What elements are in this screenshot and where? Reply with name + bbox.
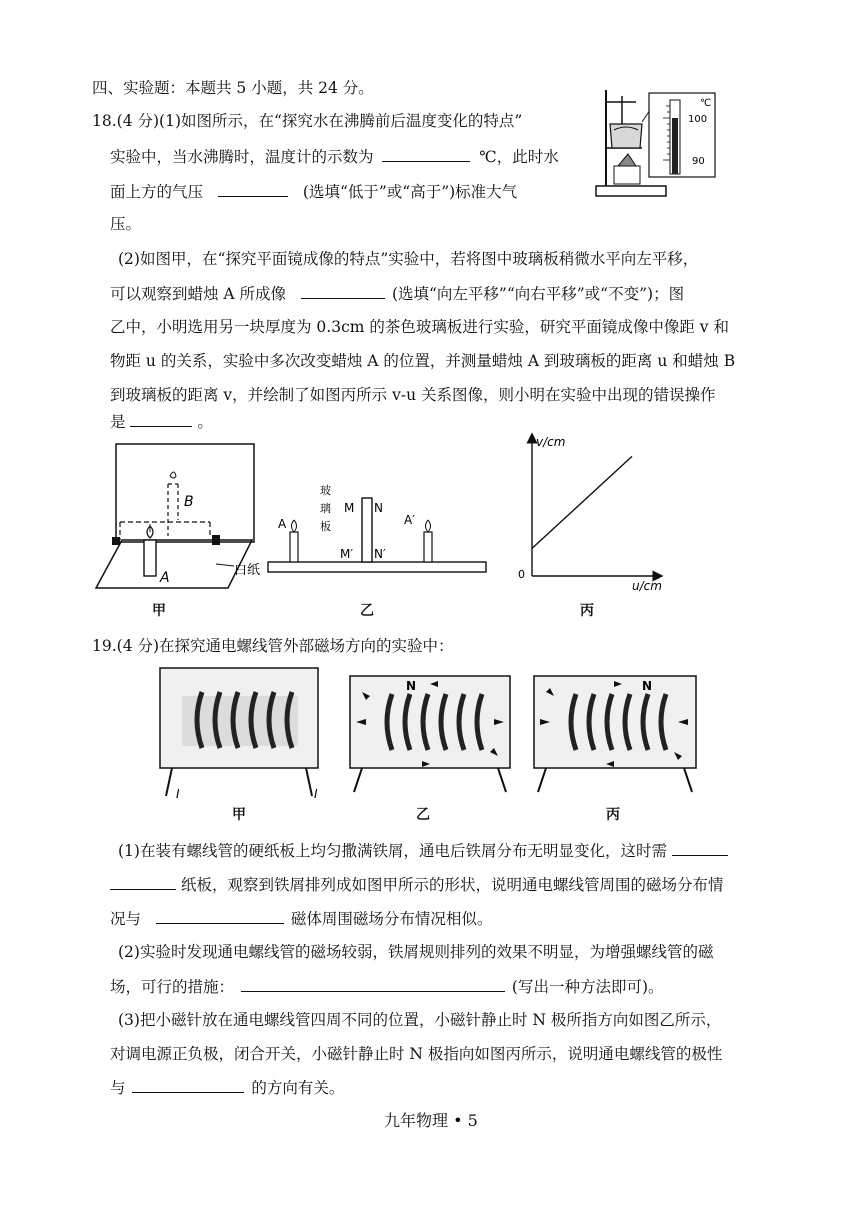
answer-blank-error-operation[interactable]	[130, 411, 192, 427]
glass-char-3: 板	[320, 520, 331, 533]
q19-p1-line-3	[110, 908, 492, 929]
thermometer-tick-90: 90	[692, 156, 705, 167]
q18-p2-line-5: 到玻璃板的距离 v，并绘制了如图丙所示 v-u 关系图像，则小明在实验中出现的错误操作	[110, 386, 716, 404]
q19-p2-line-2	[110, 976, 664, 997]
solenoid-figure-yi	[346, 664, 516, 804]
q18-p2-line-6	[110, 411, 213, 432]
caption-coil-yi: 乙	[416, 807, 430, 823]
section-header: 四、实验题：本题共 5 小题，共 24 分。	[92, 79, 374, 97]
answer-blank-magnet-type[interactable]	[156, 908, 284, 924]
q18-p2-line-6b: 。	[197, 413, 213, 431]
current-label-left: I	[176, 787, 180, 801]
q18-line-2b: ℃，此时水	[479, 148, 559, 166]
q18-line-3b: (选填“低于”或“高于”)标准大气	[302, 183, 518, 201]
q19-p2-line-2b: (写出一种方法即可)。	[511, 978, 664, 996]
north-label-yi: N	[406, 679, 417, 693]
north-label-bing: N	[642, 679, 653, 693]
thermometer-zoom	[648, 92, 716, 178]
figure-yi-side-view	[264, 470, 490, 580]
answer-blank-polarity[interactable]	[132, 1077, 244, 1093]
caption-coil-bing: 丙	[606, 807, 620, 823]
solenoid-figure-jia	[156, 664, 326, 804]
caption-coil-jia: 甲	[232, 807, 246, 823]
q19-p1-line-1-text: (1)在装有螺线管的硬纸板上均匀撒满铁屑，通电后铁屑分布无明显变化，这时需	[118, 842, 667, 860]
q19-p3-line-1: (3)把小磁针放在通电螺线管四周不同的位置，小磁针静止时 N 极所指方向如图乙所示，	[118, 1011, 722, 1029]
caption-bing: 丙	[580, 603, 594, 619]
glass-char-2: 璃	[320, 502, 331, 515]
figure-bing-vu-graph	[508, 432, 678, 592]
label-a-candle: A	[278, 517, 287, 531]
q19-p1-line-1	[118, 840, 728, 861]
q19-p1-line-2	[110, 874, 723, 895]
q18-line-4: 压。	[110, 215, 142, 233]
q19-p1-line-3a: 况与	[110, 910, 142, 928]
page-footer: 九年物理 • 5	[384, 1111, 478, 1130]
current-label-right: I	[314, 787, 318, 801]
q18-p2-line-1: (2)如图甲，在“探究平面镜成像的特点”实验中，若将图中玻璃板稍微水平向左平移，	[118, 250, 699, 268]
label-n: N	[374, 501, 383, 515]
q18-p2-line-3: 乙中，小明选用另一块厚度为 0.3cm 的茶色玻璃板进行实验，研究平面镜成像中像距 v 和	[110, 318, 729, 336]
q18-line-2	[110, 146, 559, 167]
q18-p2-line-6a: 是	[110, 413, 126, 431]
thermometer-unit: ℃	[700, 98, 712, 109]
answer-blank-method[interactable]	[241, 976, 505, 992]
figure-jia-mirror-setup	[92, 440, 272, 600]
thermometer-tick-100: 100	[688, 114, 708, 125]
q18-line-2a: 实验中，当水沸腾时，温度计的示数为	[110, 148, 374, 166]
label-n-prime: N′	[374, 547, 386, 561]
origin-label: 0	[518, 568, 525, 581]
q19-p3-line-3a: 与	[110, 1079, 126, 1097]
answer-blank-tap-b[interactable]	[110, 874, 176, 890]
q19-p1-line-2-text: 纸板，观察到铁屑排列成如图甲所示的形状，说明通电螺线管周围的磁场分布情	[180, 876, 724, 894]
label-m: M	[344, 501, 355, 515]
q18-line-3	[110, 181, 517, 202]
label-a-prime: A′	[404, 513, 415, 527]
glass-char-1: 玻	[320, 484, 331, 497]
answer-blank-pressure[interactable]	[218, 181, 288, 197]
label-m-prime: M′	[340, 547, 354, 561]
q19-p3-line-3	[110, 1077, 344, 1098]
caption-jia: 甲	[152, 603, 166, 619]
y-axis-label: v/cm	[536, 435, 566, 449]
q18-p2-line-2	[110, 283, 684, 304]
q19-line-1: 19.(4 分)在探究通电螺线管外部磁场方向的实验中：	[92, 637, 454, 655]
q18-p2-line-2a: 可以观察到蜡烛 A 所成像	[110, 285, 287, 303]
q18-p2-line-4: 物距 u 的关系，实验中多次改变蜡烛 A 的位置，并测量蜡烛 A 到玻璃板的距离 u 和蜡烛 B	[110, 352, 736, 370]
q19-p1-line-3b: 磁体周围磁场分布情况相似。	[290, 910, 493, 928]
label-a: A	[160, 570, 170, 586]
q18-line-1: 18.(4 分)(1)如图所示，在“探究水在沸腾前后温度变化的特点”	[92, 112, 523, 130]
answer-blank-temperature[interactable]	[382, 146, 470, 162]
q19-p2-line-2a: 场，可行的措施：	[110, 978, 235, 996]
q18-p2-line-2b: (选填“向左平移”“向右平移”或“不变”)；图	[391, 285, 685, 303]
caption-yi: 乙	[360, 603, 374, 619]
answer-blank-tap-a[interactable]	[672, 840, 728, 856]
q19-p3-line-3b: 的方向有关。	[251, 1079, 345, 1097]
label-b: B	[184, 494, 194, 510]
x-axis-label: u/cm	[632, 579, 662, 592]
answer-blank-image-shift[interactable]	[301, 283, 385, 299]
q19-p3-line-2: 对调电源正负极，闭合开关，小磁针静止时 N 极指向如图丙所示，说明通电螺线管的极性	[110, 1045, 723, 1063]
q18-line-3a: 面上方的气压	[110, 183, 204, 201]
label-white-paper: 白纸	[234, 563, 261, 578]
solenoid-figure-bing	[530, 664, 702, 804]
vu-series-line	[532, 456, 632, 548]
q19-p2-line-1: (2)实验时发现通电螺线管的磁场较弱，铁屑规则排列的效果不明显，为增强螺线管的磁	[118, 943, 714, 961]
